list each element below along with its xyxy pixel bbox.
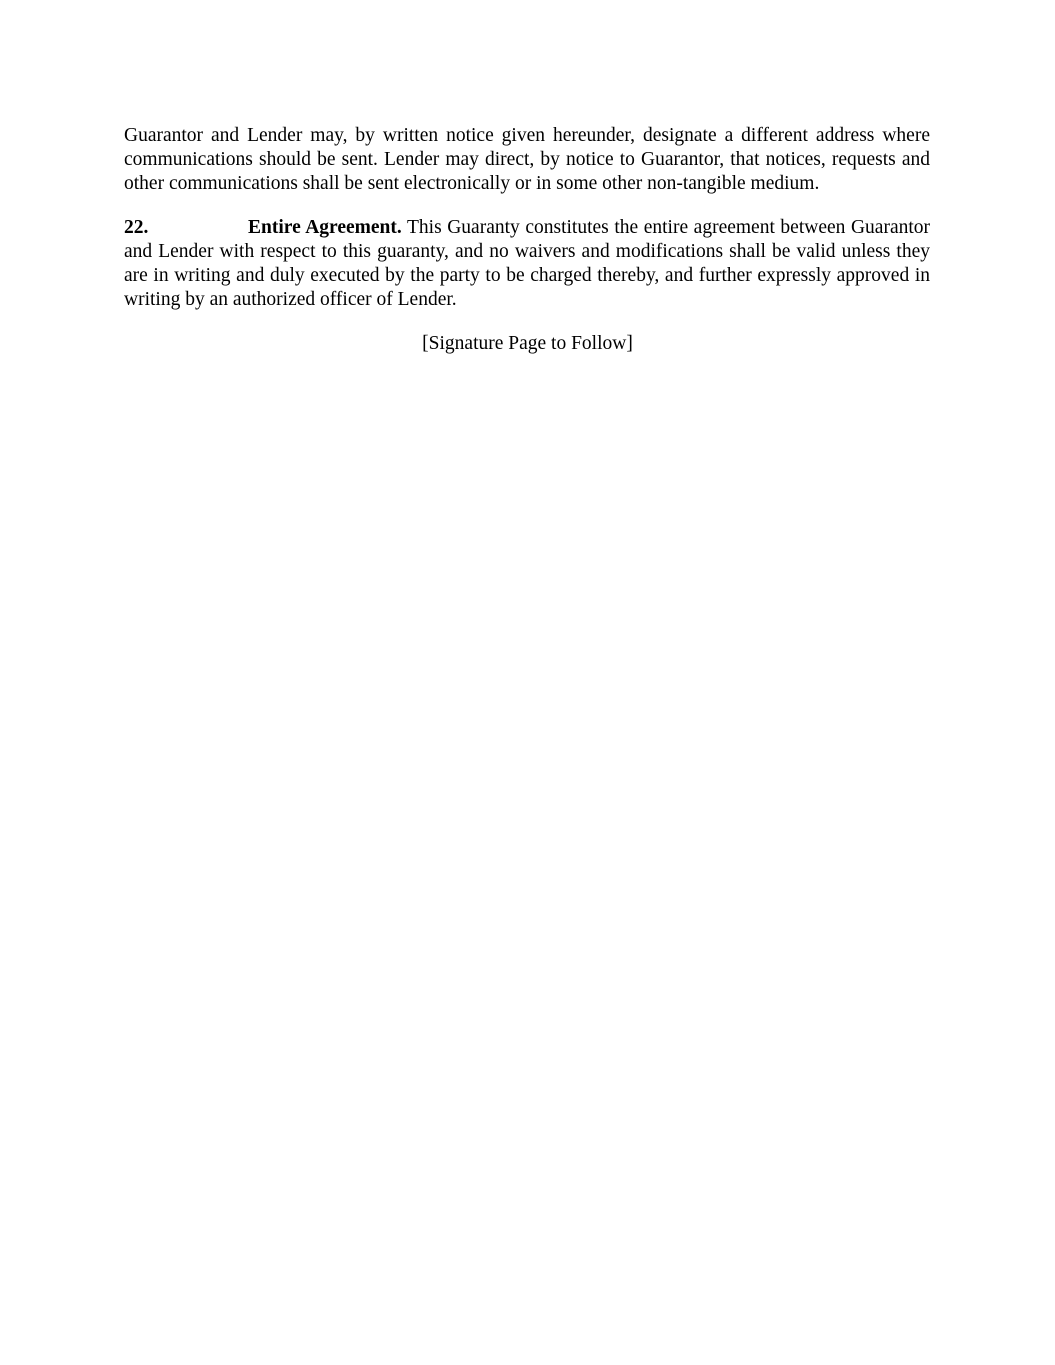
section-number: 22. [124, 217, 149, 238]
paragraph-notice-address: Guarantor and Lender may, by written notice given hereunder, designate a different address where communications should be sent. Lender may direct, by notice to Guarantor, that notices, requests and other communications shall be sent electronically or in some other non-tangible medium. [124, 125, 930, 194]
section-body: This Guaranty constitutes the entire agreement between Guarantor and Lender with respect to this guaranty, and no waivers and modifications shall be valid unless they are in writing and duly executed by the party to be charged thereby, and further expressly approved in writing by an authorized officer of Lender. [124, 217, 931, 310]
section-22-paragraph [124, 216, 930, 312]
section-heading: Entire Agreement. [248, 217, 402, 238]
signature-page-note: [Signature Page to Follow] [422, 333, 633, 354]
